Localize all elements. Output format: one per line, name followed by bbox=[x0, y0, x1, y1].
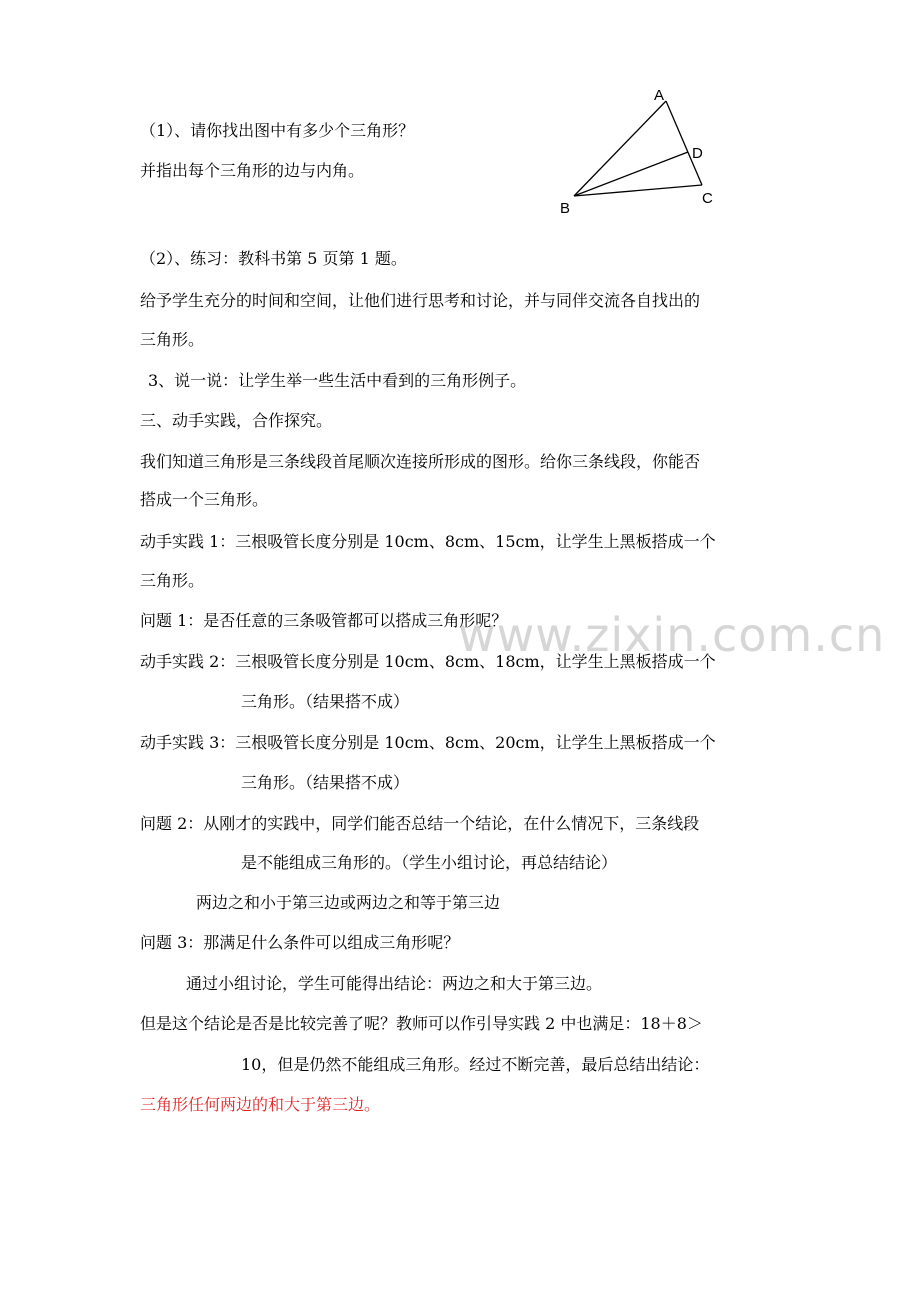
vertex-label-c: C bbox=[702, 190, 713, 207]
practice-3-line-2: 三角形。（结果搭不成） bbox=[241, 773, 410, 792]
paragraph-1-line-2: 三角形。 bbox=[140, 330, 205, 349]
practice-3-line-1: 动手实践 3：三根吸管长度分别是 10cm、8cm、20cm，让学生上黑板搭成一个 bbox=[140, 733, 716, 752]
watermark: www.zixin.com.cn bbox=[458, 608, 886, 662]
problem-2-line-1: 问题 2：从刚才的实践中，同学们能否总结一个结论，在什么情况下，三条线段 bbox=[140, 814, 700, 833]
section-3-heading: 三、动手实践，合作探究。 bbox=[140, 411, 333, 430]
segment-ac bbox=[666, 101, 702, 185]
question-1-detail: 并指出每个三角形的边与内角。 bbox=[140, 161, 365, 180]
refinement-line-1: 但是这个结论是否是比较完善了呢？教师可以作引导实践 2 中也满足：18＋8＞ bbox=[140, 1014, 703, 1033]
step-3: 3、说一说：让学生举一些生活中看到的三角形例子。 bbox=[148, 371, 527, 390]
practice-2-line-1: 动手实践 2：三根吸管长度分别是 10cm、8cm、18cm，让学生上黑板搭成一个 bbox=[140, 652, 716, 671]
segment-ab bbox=[574, 101, 666, 196]
problem-2-answer: 两边之和小于第三边或两边之和等于第三边 bbox=[196, 893, 501, 912]
segment-bd bbox=[574, 152, 688, 196]
problem-3: 问题 3：那满足什么条件可以组成三角形呢？ bbox=[140, 933, 460, 952]
paragraph-2-line-1: 我们知道三角形是三条线段首尾顺次连接所形成的图形。给你三条线段，你能否 bbox=[140, 452, 701, 471]
practice-2-line-2: 三角形。（结果搭不成） bbox=[241, 692, 410, 711]
discussion-result: 通过小组讨论，学生可能得出结论：两边之和大于第三边。 bbox=[186, 974, 603, 993]
question-1: （1）、请你找出图中有多少个三角形？ bbox=[140, 121, 415, 140]
paragraph-1-line-1: 给予学生充分的时间和空间，让他们进行思考和讨论，并与同伴交流各自找出的 bbox=[140, 291, 701, 310]
segment-bc bbox=[574, 185, 702, 196]
problem-1: 问题 1：是否任意的三条吸管都可以搭成三角形呢？ bbox=[140, 611, 508, 630]
vertex-label-d: D bbox=[692, 145, 703, 162]
practice-1-line-2: 三角形。 bbox=[140, 571, 205, 590]
vertex-label-b: B bbox=[560, 200, 571, 217]
problem-2-line-2: 是不能组成三角形的。（学生小组讨论，再总结结论） bbox=[241, 853, 618, 872]
refinement-line-2: 10，但是仍然不能组成三角形。经过不断完善，最后总结出结论： bbox=[241, 1055, 710, 1074]
triangle-figure bbox=[550, 80, 730, 220]
vertex-label-a: A bbox=[654, 87, 665, 104]
practice-1-line-1: 动手实践 1：三根吸管长度分别是 10cm、8cm、15cm，让学生上黑板搭成一个 bbox=[140, 532, 716, 551]
paragraph-2-line-2: 搭成一个三角形。 bbox=[140, 490, 269, 509]
final-conclusion: 三角形任何两边的和大于第三边。 bbox=[140, 1095, 381, 1114]
question-2: （2）、练习：教科书第 5 页第 1 题。 bbox=[140, 249, 407, 268]
